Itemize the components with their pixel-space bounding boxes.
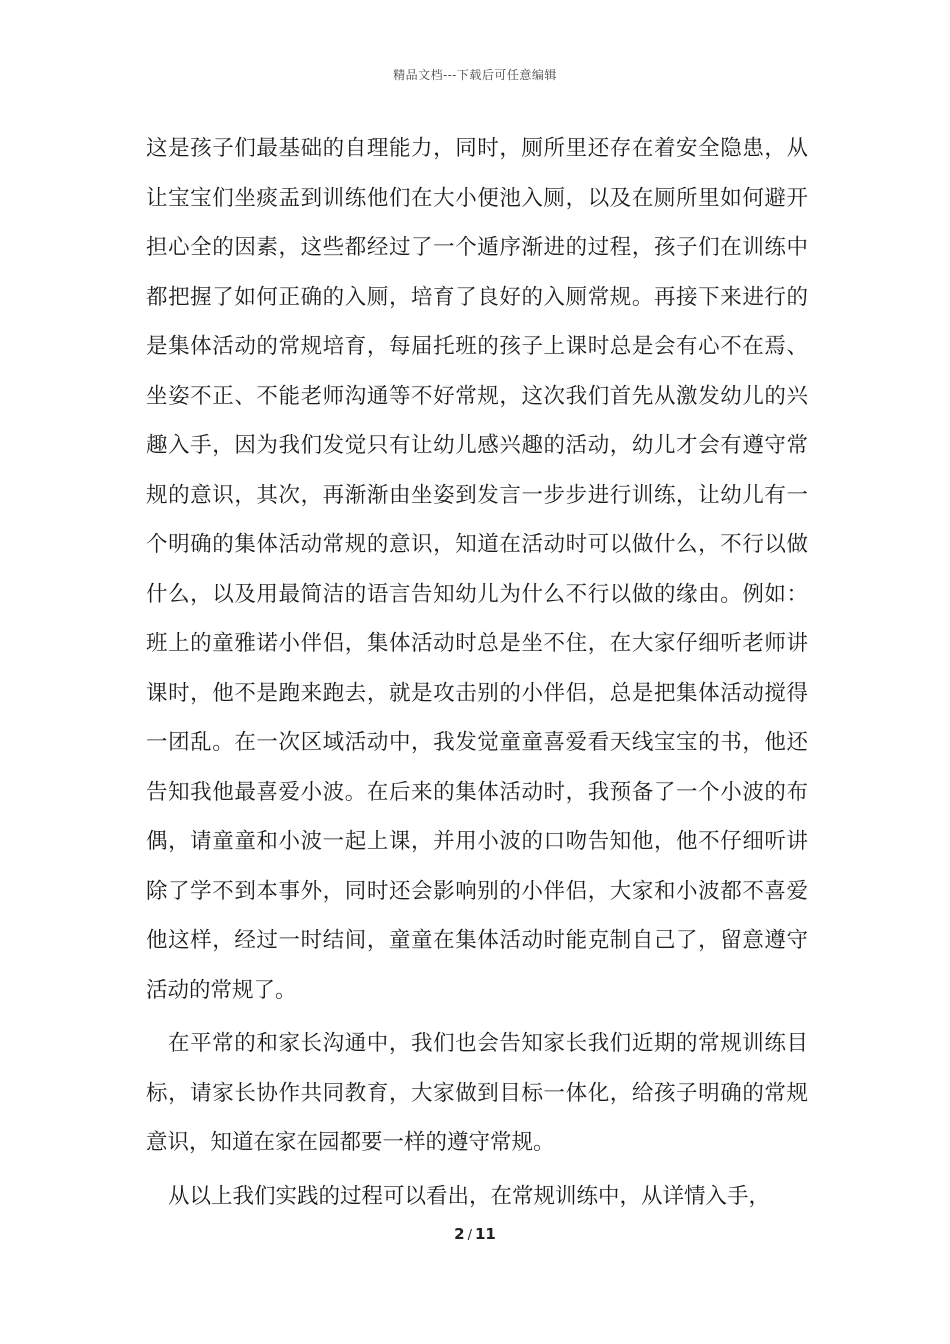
- page-number: [0, 1225, 950, 1243]
- total-pages-number: 11: [474, 1225, 496, 1243]
- body-paragraph-1: 这是孩子们最基础的自理能力，同时，厕所里还存在着安全隐患，从让宝宝们坐痰盂到训练他们在大小便池入厕，以及在厕所里如何避开担心全的因素，这些都经过了一个遁序渐进的过程，孩子们在训练中都把握了如何正确的入厕，培育了良好的入厕常规。再接下来进行的是集体活动的常规培育，每届托班的孩子上课时总是会有心不在焉、坐姿不正、不能老师沟通等不好常规，这次我们首先从激发幼儿的兴趣入手，因为我们发觉只有让幼儿感兴趣的活动，幼儿才会有遵守常规的意识，其次，再渐渐由坐姿到发言一步步进行训练，让幼儿有一个明确的集体活动常规的意识，知道在活动时可以做什么，不行以做什么，以及用最简洁的语言告知幼儿为什么不行以做的缘由。例如：班上的童雅诺小伴侣，集体活动时总是坐不住，在大家仔细听老师讲课时，他不是跑来跑去，就是攻击别的小伴侣，总是把集体活动搅得一团乱。在一次区域活动中，我发觉童童喜爱看天线宝宝的书，他还告知我他最喜爱小波。在后来的集体活动时，我预备了一个小波的布偶，请童童和小波一起上课，并用小波的口吻告知他，他不仔细听讲除了学不到本事外，同时还会影响别的小伴侣，大家和小波都不喜爱他这样，经过一时结间，童童在集体活动时能克制自己了，留意遵守活动的常规了。: [146, 136, 808, 1003]
- body-paragraph-3: 从以上我们实践的过程可以看出，在常规训练中，从详情入手，: [168, 1183, 771, 1209]
- page-separator: /: [467, 1228, 472, 1243]
- page-header: 精品文档---下载后可任意编辑: [393, 68, 557, 82]
- body-paragraph-2: 在平常的和家长沟通中，我们也会告知家长我们近期的常规训练目标，请家长协作共同教育，大家做到目标一体化，给孩子明确的常规意识，知道在家在园都要一样的遵守常规。: [146, 1031, 808, 1155]
- current-page-number: 2: [454, 1225, 465, 1243]
- document-body: [146, 124, 808, 1221]
